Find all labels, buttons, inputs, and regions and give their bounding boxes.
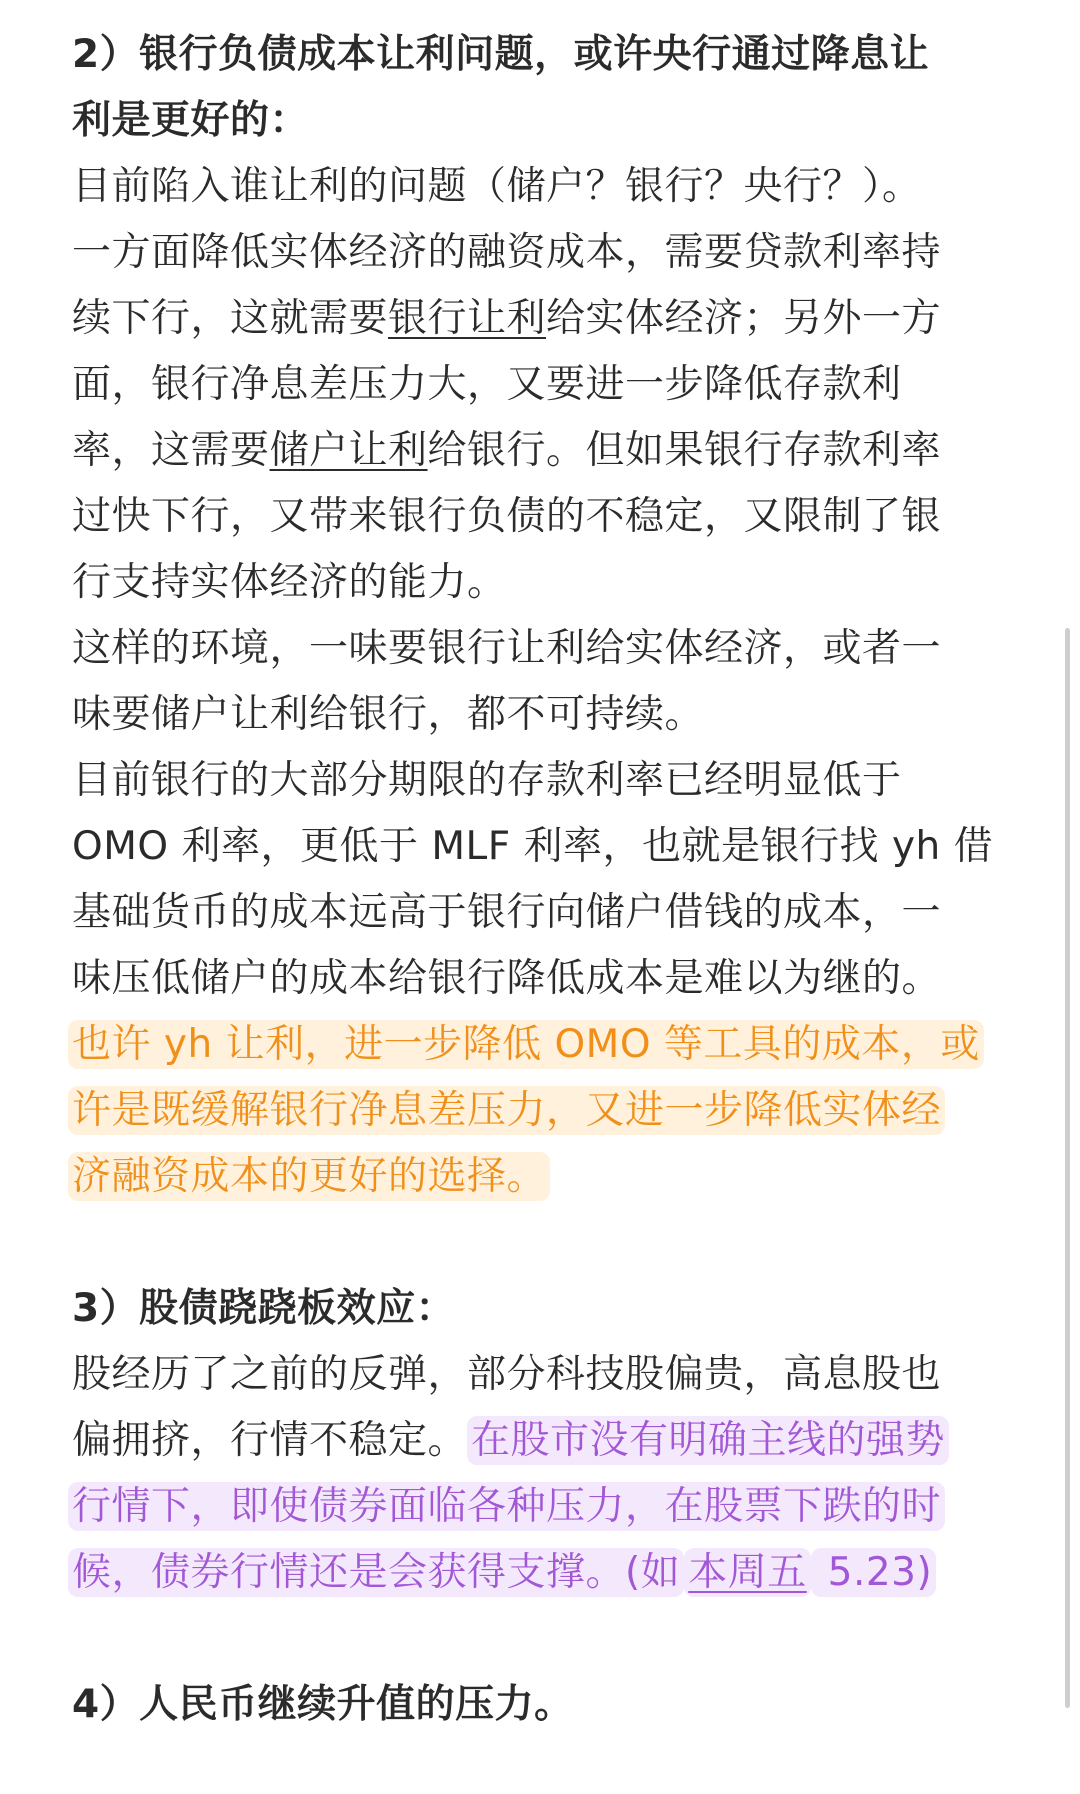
text-line: [72, 946, 1012, 1012]
text-line: [72, 748, 1012, 814]
text-line: [72, 352, 1012, 418]
text-run: 味压低储户的成本给银行降低成本是难以为继的。: [72, 956, 942, 1001]
text-run: 偏拥挤，行情不稳定。: [72, 1418, 468, 1463]
paragraph-gap: [72, 1606, 1012, 1672]
text-line: [72, 220, 1012, 286]
text-line: [72, 286, 1012, 352]
text-run: OMO 利率，更低于 MLF 利率，也就是银行找 yh 借: [72, 824, 994, 869]
text-run: 目前陷入谁让利的问题（储户？银行？央行？）。: [72, 164, 922, 209]
text-run: 股经历了之前的反弹，部分科技股偏贵，高息股也: [72, 1352, 942, 1397]
text-run: 味要储户让利给银行，都不可持续。: [72, 692, 705, 737]
text-run: 过快下行，又带来银行负债的不稳定，又限制了银: [72, 494, 942, 539]
text-line: [72, 418, 1012, 484]
text-line: [72, 814, 1012, 880]
section-3-paragraph: [72, 1342, 1012, 1606]
highlighted-text-purple: 5.23): [811, 1548, 936, 1597]
section-3: [72, 1276, 1012, 1606]
section-2-paragraph: [72, 154, 1012, 1210]
text-line: [72, 616, 1012, 682]
section-2: [72, 22, 1012, 1210]
highlighted-text-purple: 行情下，即使债券面临各种压力，在股票下跌的时: [68, 1482, 945, 1531]
paragraph-gap: [72, 1210, 1012, 1276]
scrollbar[interactable]: [1065, 628, 1070, 1708]
highlighted-text-purple: 在股市没有明确主线的强势: [467, 1416, 949, 1465]
text-line: [72, 1078, 1012, 1144]
section-2-heading-line-2: 利是更好的：: [72, 98, 310, 143]
text-run: 基础货币的成本远高于银行向储户借钱的成本，一: [72, 890, 942, 935]
text-line: [72, 1540, 1012, 1606]
text-run: 行支持实体经济的能力。: [72, 560, 507, 605]
text-line: [72, 1144, 1012, 1210]
highlighted-text-orange: 济融资成本的更好的选择。: [68, 1152, 550, 1201]
text-run: 给银行。但如果银行存款利率: [427, 428, 942, 473]
highlighted-text-orange: 也许 yh 让利，进一步降低 OMO 等工具的成本，或: [68, 1020, 984, 1069]
text-run: 这样的环境，一味要银行让利给实体经济，或者一: [72, 626, 942, 671]
text-line: [72, 880, 1012, 946]
text-line: [72, 682, 1012, 748]
highlighted-text-orange: 许是既缓解银行净息差压力，又进一步降低实体经: [68, 1086, 945, 1135]
text-line: [72, 550, 1012, 616]
text-line: [72, 484, 1012, 550]
text-line: [72, 1342, 1012, 1408]
underlined-text: 本周五: [684, 1548, 811, 1597]
text-line: [72, 154, 1012, 220]
underlined-text: 储户让利: [269, 428, 428, 473]
section-4: [72, 1672, 1012, 1738]
text-line: [72, 1408, 1012, 1474]
text-line: [72, 1474, 1012, 1540]
text-line: [72, 1012, 1012, 1078]
section-2-heading-line-1: 2）银行负债成本让利问题，或许央行通过降息让: [72, 32, 930, 77]
text-run: 面，银行净息差压力大，又要进一步降低存款利: [72, 362, 902, 407]
article-body: [72, 22, 1012, 1738]
section-4-heading: 4）人民币继续升值的压力。: [72, 1682, 574, 1727]
highlighted-text-purple: 候，债券行情还是会获得支撑。(如: [68, 1548, 684, 1597]
section-3-heading: 3）股债跷跷板效应：: [72, 1286, 456, 1331]
text-run: 续下行，这就需要: [72, 296, 389, 341]
text-run: 目前银行的大部分期限的存款利率已经明显低于: [72, 758, 902, 803]
text-run: 率，这需要: [72, 428, 270, 473]
text-run: 一方面降低实体经济的融资成本，需要贷款利率持: [72, 230, 942, 275]
underlined-text: 银行让利: [388, 296, 547, 341]
text-run: 给实体经济；另外一方: [546, 296, 942, 341]
